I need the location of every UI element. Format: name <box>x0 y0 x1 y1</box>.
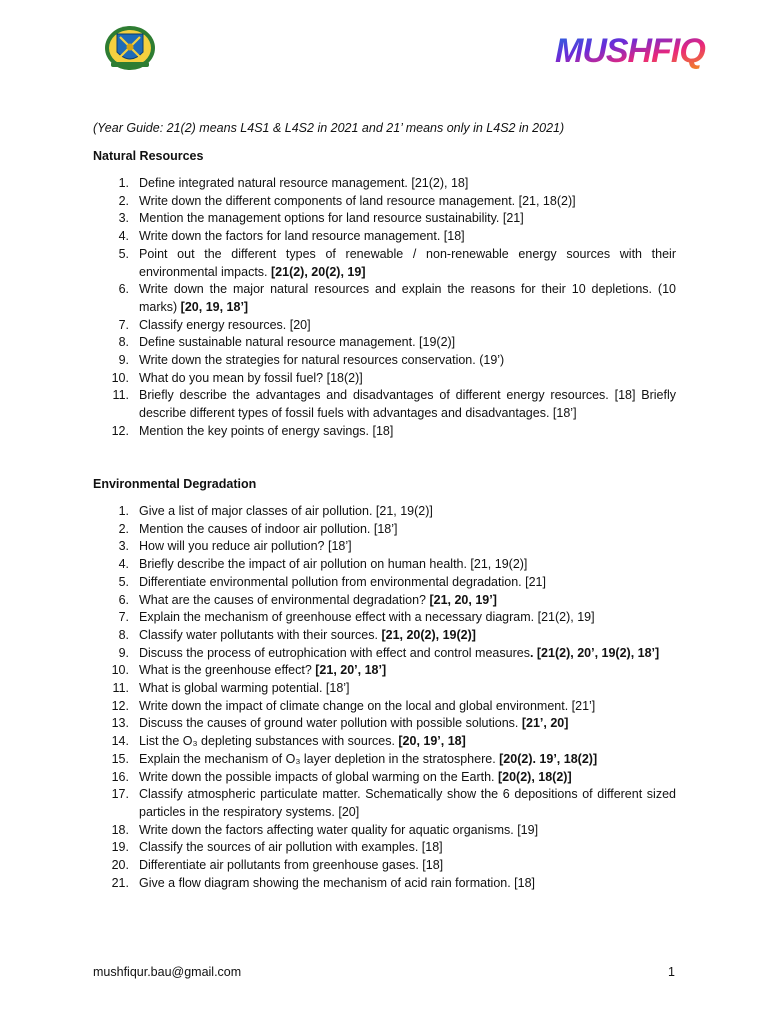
question-number: 14. <box>111 734 129 749</box>
question-item <box>93 175 676 193</box>
question-text: Classify the sources of air pollution with examples. [18] <box>139 840 443 855</box>
question-text: Mention the causes of indoor air pollution. [18’] <box>139 521 398 536</box>
question-number: 10. <box>111 663 129 678</box>
question-number: 11. <box>112 388 129 403</box>
section-title-natural-resources: Natural Resources <box>93 149 204 163</box>
question-number: 12. <box>111 698 129 713</box>
question-text: Classify water pollutants with their sources. <box>139 627 378 642</box>
question-item <box>93 370 676 388</box>
question-text: Mention the key points of energy savings. [18] <box>139 423 394 438</box>
question-number: 9. <box>118 645 129 660</box>
question-item <box>93 627 676 645</box>
question-years-bold: [20(2). 19’, 18(2)] <box>495 751 598 766</box>
question-item <box>93 875 676 893</box>
question-number: 1. <box>118 176 129 190</box>
question-number: 4. <box>118 229 129 244</box>
question-text: How will you reduce air pollution? [18’] <box>139 539 352 554</box>
question-number: 6. <box>118 592 129 607</box>
question-text: List the O₃ depleting substances with sources. <box>139 734 395 749</box>
question-years-bold: . [21(2), 20’, 19(2), 18’] <box>529 645 660 660</box>
question-number: 16. <box>111 769 129 784</box>
question-text: Discuss the process of eutrophication with effect and control measures <box>139 645 530 660</box>
question-item <box>93 822 676 840</box>
question-text: Define integrated natural resource management. [21(2), 18] <box>139 176 469 190</box>
question-number: 2. <box>118 521 129 536</box>
question-number: 9. <box>118 353 129 368</box>
question-item <box>93 839 676 857</box>
year-guide: (Year Guide: 21(2) means L4S1 & L4S2 in 2021 and 21’ means only in L4S2 in 2021) <box>93 121 565 135</box>
question-item <box>93 193 676 211</box>
question-item <box>93 645 676 663</box>
question-number: 7. <box>118 610 129 625</box>
question-years-bold: [21, 20, 19’] <box>425 592 497 607</box>
question-text: What are the causes of environmental degradation? <box>139 592 426 607</box>
page-number: 1 <box>668 965 675 979</box>
question-item <box>93 751 676 769</box>
question-text: Write down the strategies for natural resources conservation. (19’) <box>139 353 505 368</box>
question-text: Classify energy resources. [20] <box>139 317 311 332</box>
question-number: 1. <box>118 504 129 518</box>
question-item <box>93 556 676 574</box>
natural-resources-questions <box>93 175 676 441</box>
question-item <box>93 715 676 733</box>
question-number: 2. <box>118 193 129 208</box>
question-item <box>93 592 676 610</box>
question-number: 3. <box>118 211 129 226</box>
question-text: Give a flow diagram showing the mechanism of acid rain formation. [18] <box>139 875 536 890</box>
question-text: Write down the possible impacts of global warming on the Earth. <box>139 769 495 784</box>
question-text: Write down the major natural resources and explain the reasons for their 10 depletions. (10 marks) <box>139 282 676 314</box>
question-years-bold: [21(2), 20(2), 19] <box>267 264 366 279</box>
question-number: 11. <box>112 681 129 696</box>
question-item <box>93 334 676 352</box>
question-item <box>93 423 676 441</box>
question-number: 4. <box>118 557 129 572</box>
question-item <box>93 503 676 521</box>
question-text: Write down the different components of land resource management. [21, 18(2)] <box>139 193 576 208</box>
university-emblem-logo <box>103 24 157 72</box>
mushfiq-brand-logo <box>553 26 705 74</box>
question-number: 21. <box>111 875 129 890</box>
environmental-degradation-questions <box>93 503 676 892</box>
question-item <box>93 786 676 821</box>
question-number: 5. <box>118 246 129 261</box>
question-text: Briefly describe the advantages and disadvantages of different energy resources. [18] Briefly describe different types of fossil fuels with advantages and disadvantages. [18’] <box>139 388 676 421</box>
question-years-bold: [21, 20’, 18’] <box>311 663 387 678</box>
question-number: 8. <box>118 627 129 642</box>
question-item <box>93 246 676 281</box>
question-item <box>93 769 676 787</box>
question-text: Write down the factors for land resource management. [18] <box>139 229 465 244</box>
question-item <box>93 857 676 875</box>
question-number: 8. <box>118 335 129 350</box>
question-item <box>93 281 676 316</box>
question-years-bold: [20, 19, 18’] <box>177 299 249 314</box>
question-years-bold: [21’, 20] <box>518 716 569 731</box>
question-text: Differentiate air pollutants from greenhouse gases. [18] <box>139 858 444 873</box>
question-years-bold: [21, 20(2), 19(2)] <box>377 627 476 642</box>
question-number: 18. <box>111 822 129 837</box>
question-text: What is the greenhouse effect? <box>139 663 312 678</box>
svg-text:MUSHFIQ: MUSHFIQ <box>555 32 705 70</box>
question-text: Explain the mechanism of O₃ layer depletion in the stratosphere. <box>139 751 496 766</box>
question-number: 7. <box>118 317 129 332</box>
question-text: Point out the different types of renewable / non-renewable energy sources with their environmental impacts. <box>139 246 676 279</box>
question-text: Classify atmospheric particulate matter. Schematically show the 6 depositions of different sized particles in the respiratory systems. [20] <box>139 787 676 819</box>
question-text: Write down the factors affecting water quality for aquatic organisms. [19] <box>139 822 539 837</box>
question-text: Mention the management options for land resource sustainability. [21] <box>139 211 524 226</box>
question-years-bold: [20, 19’, 18] <box>394 734 466 749</box>
question-number: 5. <box>118 574 129 589</box>
question-item <box>93 574 676 592</box>
question-item <box>93 538 676 556</box>
question-number: 3. <box>118 539 129 554</box>
question-number: 15. <box>111 751 129 766</box>
question-years-bold: [20(2), 18(2)] <box>494 769 572 784</box>
question-item <box>93 698 676 716</box>
question-item <box>93 680 676 698</box>
question-item <box>93 317 676 335</box>
question-text: Briefly describe the impact of air pollution on human health. [21, 19(2)] <box>139 557 528 572</box>
question-text: Write down the impact of climate change on the local and global environment. [21’] <box>139 698 596 713</box>
question-text: Discuss the causes of ground water pollution with possible solutions. <box>139 716 519 731</box>
question-item <box>93 387 676 422</box>
question-item <box>93 521 676 539</box>
question-text: Give a list of major classes of air pollution. [21, 19(2)] <box>139 504 433 518</box>
question-item <box>93 228 676 246</box>
question-item <box>93 210 676 228</box>
question-text: What do you mean by fossil fuel? [18(2)] <box>139 370 363 385</box>
question-number: 20. <box>111 858 129 873</box>
question-text: What is global warming potential. [18’] <box>139 681 350 696</box>
question-text: Define sustainable natural resource management. [19(2)] <box>139 335 456 350</box>
question-number: 19. <box>111 840 129 855</box>
section-title-environmental-degradation: Environmental Degradation <box>93 477 257 491</box>
question-item <box>93 352 676 370</box>
question-number: 17. <box>111 787 129 802</box>
question-item <box>93 609 676 627</box>
question-item <box>93 733 676 751</box>
question-number: 13. <box>111 716 129 731</box>
question-number: 10. <box>111 370 129 385</box>
footer-email: mushfiqur.bau@gmail.com <box>93 965 242 979</box>
question-text: Explain the mechanism of greenhouse effect with a necessary diagram. [21(2), 19] <box>139 610 595 625</box>
question-item <box>93 662 676 680</box>
question-number: 12. <box>111 423 129 438</box>
question-text: Differentiate environmental pollution from environmental degradation. [21] <box>139 574 546 589</box>
question-number: 6. <box>118 282 129 297</box>
